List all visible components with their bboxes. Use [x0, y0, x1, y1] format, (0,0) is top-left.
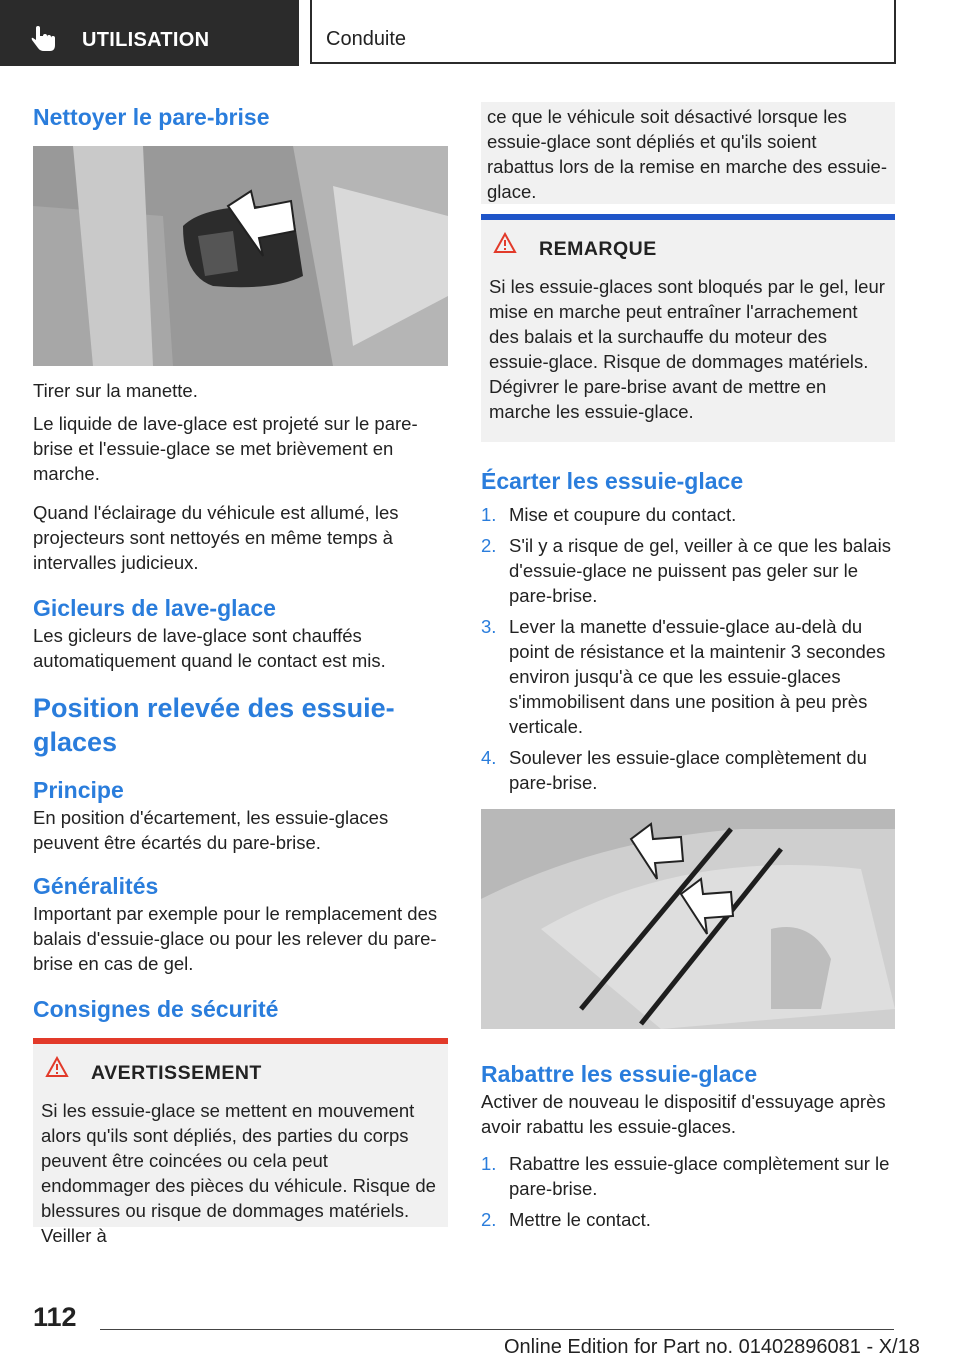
right-column: [481, 102, 895, 1238]
step-number: 2.: [481, 535, 497, 556]
steps-fold-out: [481, 502, 895, 795]
step-item: [481, 1151, 895, 1201]
heading-washer-nozzles: Gicleurs de lave-glace: [33, 595, 276, 621]
step-number: 2.: [481, 1209, 497, 1230]
step-item: [481, 745, 895, 795]
heading-clean-windshield: Nettoyer le pare-brise: [33, 104, 270, 130]
step-text: Mise et coupure du contact.: [509, 504, 737, 525]
paragraph: Quand l'éclairage du véhicule est allumé, les projecteurs sont nettoyés en même temps à intervalles judicieux.: [33, 502, 399, 573]
wiper-lever-illustration: [33, 146, 448, 366]
header-section-label: UTILISATION: [82, 29, 210, 51]
warning-continued: ce que le véhicule soit désactivé lorsque les essuie-glace sont dépliés et qu'ils soient rabattus lors de la remise en marche des essuie-glace.: [481, 102, 895, 204]
heading-fold-in: Rabattre les essuie-glace: [481, 1061, 758, 1087]
step-number: 1.: [481, 1153, 497, 1174]
paragraph: Le liquide de lave-glace est projeté sur le pare-brise et l'essuie-glace se met brièvement en marche.: [33, 413, 418, 484]
header-section-tab: [0, 0, 299, 66]
warning-title: AVERTISSEMENT: [91, 1062, 262, 1084]
step-item: [481, 533, 895, 608]
step-text: Lever la manette d'essuie-glace au-delà du point de résistance et la maintenir 3 secondes environ jusqu'à ce que les essuie-glaces s'immobilisent dans une position à peu près verticale.: [509, 616, 886, 737]
page-number: 112: [33, 1302, 77, 1332]
step-number: 1.: [481, 504, 497, 525]
warning-triangle-icon: [45, 1056, 69, 1078]
note-title: REMARQUE: [539, 238, 657, 260]
step-number: 4.: [481, 747, 497, 768]
hand-pointer-icon: [30, 26, 58, 52]
paragraph: En position d'écartement, les essuie-glaces peuvent être écartés du pare-brise.: [33, 807, 389, 853]
step-text: Soulever les essuie-glace complètement du pare-brise.: [509, 747, 867, 793]
step-item: [481, 1207, 895, 1232]
wipers-raised-illustration: [481, 809, 895, 1029]
step-item: [481, 502, 895, 527]
paragraph: Important par exemple pour le remplacement des balais d'essuie-glace ou pour les relever du pare-brise en cas de gel.: [33, 903, 438, 974]
heading-general: Généralités: [33, 873, 159, 899]
step-text: Mettre le contact.: [509, 1209, 651, 1230]
heading-principle: Principe: [33, 777, 124, 803]
header-chapter-label: Conduite: [326, 28, 407, 50]
left-column: [33, 102, 448, 1246]
warning-text: Si les essuie-glace se mettent en mouvement alors qu'ils sont dépliés, des parties du corps peuvent être coincées ou cela peut endommager des pièces du véhicule. Risque de blessures ou risque de dommages matériels. Veiller à: [41, 1100, 436, 1246]
warning-triangle-icon: [493, 232, 517, 254]
warning-box: [33, 1038, 448, 1246]
step-text: S'il y a risque de gel, veiller à ce que les balais d'essuie-glace ne puissent pas geler sur le pare-brise.: [509, 535, 891, 606]
footer-divider: [100, 1329, 894, 1330]
note-text: Si les essuie-glaces sont bloqués par le gel, leur mise en marche peut entraîner l'arrachement des balais et la surchauffe du moteur des essuie-glace. Risque de dommages matériels. Dégivrer le pare-brise avant de mettre en marche les essuie-glace.: [489, 276, 885, 422]
paragraph: Les gicleurs de lave-glace sont chauffés automatiquement quand le contact est mis.: [33, 625, 386, 671]
step-number: 3.: [481, 616, 497, 637]
paragraph: Activer de nouveau le dispositif d'essuyage après avoir rabattu les essuie-glaces.: [481, 1091, 886, 1137]
step-text: Rabattre les essuie-glace complètement sur le pare-brise.: [509, 1153, 890, 1199]
footer-edition: Online Edition for Part no. 01402896081 - X/18: [504, 1336, 920, 1358]
paragraph: Tirer sur la manette.: [33, 380, 198, 401]
note-box: [481, 214, 895, 442]
header-chapter-tab: [310, 0, 896, 64]
heading-fold-out: Écarter les essuie-glace: [481, 468, 744, 494]
heading-safety: Consignes de sécurité: [33, 996, 279, 1022]
steps-fold-in: [481, 1151, 895, 1232]
step-item: [481, 614, 895, 739]
heading-wiper-position: Position relevée des essuie-glaces: [33, 693, 395, 757]
